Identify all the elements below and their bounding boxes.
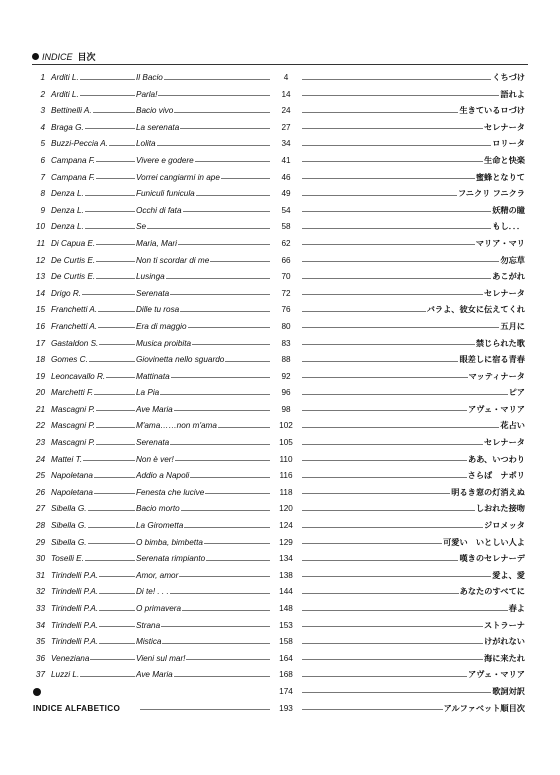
index-heading: [32, 50, 96, 63]
list-item: [0, 452, 560, 469]
entry-page: 46: [270, 170, 302, 187]
entry-number: 12: [35, 255, 45, 265]
leader-line: [295, 95, 525, 96]
entry-number: 28: [35, 521, 45, 531]
list-item: [0, 302, 560, 319]
entry-title: Di te! . . .: [135, 584, 170, 601]
entry-japanese-title: 蜜蜂となりて: [475, 170, 526, 187]
entry-title: La serenata: [135, 120, 180, 137]
entry-number: 32: [35, 587, 45, 597]
entry-page: 27: [270, 120, 302, 137]
list-item: [0, 219, 560, 236]
leader-line: [140, 709, 280, 710]
entry-japanese-title: マリア・マリ: [475, 236, 526, 253]
entry-title: Vorrei cangiarmi in ape: [135, 170, 221, 187]
entry-composer: Napoletana: [50, 468, 94, 485]
leader-line: [140, 228, 280, 229]
entry-composer: Franchetti A.: [50, 319, 98, 336]
entry-title: La Girometta: [135, 518, 184, 535]
list-item: [0, 87, 560, 104]
entry-page: 41: [270, 153, 302, 170]
entry-composer: Leoncavallo R.: [50, 369, 106, 386]
entry-japanese-title: 海に来たれ: [483, 651, 526, 668]
entry-japanese-title: 勿忘草: [499, 253, 526, 270]
entry-page: 83: [270, 336, 302, 353]
entry-japanese-title: くちづけ: [491, 70, 526, 87]
entry-page: 129: [270, 535, 302, 552]
entry-composer: Denza L.: [50, 186, 85, 203]
entry-japanese-title: バラよ、彼女に伝えてくれ: [426, 302, 526, 319]
entry-number: 25: [35, 471, 45, 481]
list-item: [0, 518, 560, 535]
entry-number: 26: [35, 487, 45, 497]
entry-composer: Denza L.: [50, 219, 85, 236]
leader-line: [140, 95, 280, 96]
entry-composer: Bettinelli A.: [50, 103, 93, 120]
entry-composer: Tirindelli P.A.: [50, 584, 99, 601]
heading-italian: INDICE: [42, 51, 73, 62]
entry-title: Serenata: [135, 435, 170, 452]
entry-japanese-title: 禁じられた歌: [475, 336, 526, 353]
entry-japanese-title: ピア: [508, 385, 526, 402]
alphabetical-index-label: INDICE ALFABETICO: [32, 701, 121, 718]
list-item: [0, 369, 560, 386]
entry-page: 120: [270, 501, 302, 518]
entry-composer: De Curtis E.: [50, 253, 96, 270]
entry-composer: Sibella G.: [50, 501, 88, 518]
entry-japanese-title: 春よ: [508, 601, 526, 618]
entry-composer: Campana F.: [50, 170, 96, 187]
entry-japanese-title: しおれた接吻: [475, 501, 526, 518]
entry-page: 148: [270, 601, 302, 618]
entry-page: 153: [270, 618, 302, 635]
list-item: [0, 319, 560, 336]
entry-page: 124: [270, 518, 302, 535]
entry-japanese-title: 五月に: [499, 319, 526, 336]
entry-title: Bacio morto: [135, 501, 181, 518]
list-item: [0, 269, 560, 286]
entry-page: 54: [270, 203, 302, 220]
entry-composer: Mascagni P.: [50, 435, 96, 452]
entry-japanese-title: あなたのすべてに: [459, 584, 526, 601]
entry-number: 24: [35, 454, 45, 464]
list-item: [0, 402, 560, 419]
list-item: [0, 186, 560, 203]
entry-japanese-title: 明るき窓の灯消えぬ: [450, 485, 526, 502]
entry-title: Ave Maria: [135, 667, 174, 684]
entry-composer: De Curtis E.: [50, 269, 96, 286]
entry-number: 20: [35, 388, 45, 398]
entry-number: 23: [35, 438, 45, 448]
entry-number: 3: [40, 106, 45, 116]
entry-page: 62: [270, 236, 302, 253]
translations-row: [0, 684, 560, 701]
entry-title: Ave Maria: [135, 402, 174, 419]
entry-title: Giovinetta nello sguardo: [135, 352, 225, 369]
list-item: [0, 120, 560, 137]
list-item: [0, 352, 560, 369]
entry-title: La Pia: [135, 385, 160, 402]
alphabetical-index-page: 193: [270, 701, 302, 718]
translations-label: 歌詞対訳: [491, 684, 526, 701]
list-item: [0, 651, 560, 668]
heading-japanese: 目次: [77, 52, 96, 62]
leader-line: [140, 394, 280, 395]
entry-title: Maria, Mari: [135, 236, 178, 253]
entry-composer: Buzzi-Peccia A.: [50, 136, 109, 153]
leader-line: [295, 327, 525, 328]
entry-title: Lusinga: [135, 269, 166, 286]
leader-line: [295, 427, 525, 428]
leader-line: [295, 261, 525, 262]
entry-page: 144: [270, 584, 302, 601]
entry-page: 66: [270, 253, 302, 270]
entry-number: 22: [35, 421, 45, 431]
entry-composer: Toselli E.: [50, 551, 85, 568]
entry-number: 6: [40, 155, 45, 165]
entry-title: Era di maggio: [135, 319, 188, 336]
entry-page: 4: [270, 70, 302, 87]
entry-japanese-title: 生きているロづけ: [458, 103, 526, 120]
entry-number: 19: [35, 371, 45, 381]
entry-page: 70: [270, 269, 302, 286]
entry-title: Occhi di fata: [135, 203, 183, 220]
entry-composer: Arditi L.: [50, 87, 80, 104]
list-item: [0, 551, 560, 568]
entry-composer: Napoletana: [50, 485, 94, 502]
entry-composer: Mascagni P.: [50, 418, 96, 435]
entry-japanese-title: ストラーナ: [483, 618, 526, 635]
entry-page: 92: [270, 369, 302, 386]
entry-title: Musica proibita: [135, 336, 192, 353]
entry-japanese-title: あこがれ: [491, 269, 526, 286]
entry-page: 14: [270, 87, 302, 104]
entry-number: 9: [40, 205, 45, 215]
entry-japanese-title: けがれない: [483, 634, 526, 651]
entry-japanese-title: ロリータ: [491, 136, 526, 153]
list-item: [0, 535, 560, 552]
entry-number: 27: [35, 504, 45, 514]
entry-page: 116: [270, 468, 302, 485]
entry-composer: Marchetti F.: [50, 385, 94, 402]
alphabetical-index-row: [0, 701, 560, 718]
entry-title: Non è ver!: [135, 452, 175, 469]
entry-japanese-title: セレナータ: [483, 435, 526, 452]
entry-page: 34: [270, 136, 302, 153]
entry-number: 11: [36, 238, 45, 248]
list-item: [0, 385, 560, 402]
entry-composer: Braga G.: [50, 120, 85, 137]
list-item: [0, 584, 560, 601]
entry-number: 15: [35, 305, 45, 315]
list-item: [0, 286, 560, 303]
entry-page: 49: [270, 186, 302, 203]
entry-title: Funiculi funicula: [135, 186, 196, 203]
entry-number: 5: [40, 139, 45, 149]
entry-page: 80: [270, 319, 302, 336]
list-item: [0, 468, 560, 485]
list-item: [0, 153, 560, 170]
list-item: [0, 203, 560, 220]
entry-number: 33: [35, 604, 45, 613]
entry-page: 118: [270, 485, 302, 502]
entry-composer: Tirindelli P.A.: [50, 568, 99, 585]
leader-line: [295, 610, 525, 611]
top-rule: [32, 64, 528, 65]
entry-number: 14: [35, 288, 45, 298]
entry-composer: Veneziana: [50, 651, 90, 668]
entry-title: Bacio vivo: [135, 103, 174, 120]
entry-title: Fenesta che lucive: [135, 485, 205, 502]
entry-number: 4: [40, 122, 45, 132]
list-item: [0, 634, 560, 651]
entry-page: 110: [270, 452, 302, 469]
list-item: [0, 103, 560, 120]
entry-composer: Mattei T.: [50, 452, 83, 469]
entry-title: Se: [135, 219, 147, 236]
entry-japanese-title: マッティナータ: [468, 369, 526, 386]
entry-number: 37: [35, 670, 45, 680]
entry-japanese-title: 嘆きのセレナーデ: [458, 551, 526, 568]
entry-composer: Tirindelli P.A.: [50, 601, 99, 618]
entry-title: Il Bacio: [135, 70, 164, 87]
entry-composer: Denza L.: [50, 203, 85, 220]
entry-japanese-title: 愛よ、愛: [491, 568, 526, 585]
entry-japanese-title: もし．．．: [491, 219, 526, 236]
entry-page: 96: [270, 385, 302, 402]
list-item: [0, 170, 560, 187]
list-item: [0, 253, 560, 270]
entry-title: O primavera: [135, 601, 182, 618]
entry-composer: Franchetti A.: [50, 302, 98, 319]
entry-title: M'ama……non m'ama: [135, 418, 218, 435]
entry-page: 76: [270, 302, 302, 319]
translations-page: 174: [270, 684, 302, 701]
entry-composer: Mascagni P.: [50, 402, 96, 419]
entry-page: 168: [270, 667, 302, 684]
entry-composer: Gastaldon S.: [50, 336, 99, 353]
entry-title: O bimba, bimbetta: [135, 535, 204, 552]
entry-page: 72: [270, 286, 302, 303]
entry-title: Vivere e godere: [135, 153, 195, 170]
entry-page: 158: [270, 634, 302, 651]
entry-title: Lolita: [135, 136, 157, 153]
entry-number: 16: [35, 321, 45, 331]
entry-japanese-title: 語れよ: [499, 87, 526, 104]
entry-page: 102: [270, 418, 302, 435]
entry-title: Vieni sul mar!: [135, 651, 186, 668]
entry-number: 35: [35, 637, 45, 647]
list-item: [0, 435, 560, 452]
entry-japanese-title: 花占い: [499, 418, 526, 435]
list-item: [0, 601, 560, 618]
list-item: [0, 418, 560, 435]
entry-japanese-title: 妖精の瞳: [491, 203, 526, 220]
alphabetical-index-japanese: アルファベット順目次: [443, 701, 526, 718]
bullet-icon: [33, 688, 41, 696]
entry-number: 36: [35, 653, 45, 663]
list-item: [0, 568, 560, 585]
entry-japanese-title: フニクリ フニクラ: [457, 186, 526, 203]
entry-page: 164: [270, 651, 302, 668]
entry-japanese-title: ああ、いつわり: [467, 452, 526, 469]
list-item: [0, 667, 560, 684]
entry-japanese-title: 可愛い いとしい人よ: [442, 535, 526, 552]
entry-title: Dille tu rosa: [135, 302, 180, 319]
list-item: [0, 618, 560, 635]
entry-composer: Tirindelli P.A.: [50, 618, 99, 635]
entry-page: 88: [270, 352, 302, 369]
leader-line: [140, 145, 280, 146]
entry-number: 13: [35, 272, 45, 282]
leader-line: [295, 394, 525, 395]
entry-composer: Campana F.: [50, 153, 96, 170]
entry-composer: Sibella G.: [50, 535, 88, 552]
entry-japanese-title: セレナータ: [483, 286, 526, 303]
list-item: [0, 236, 560, 253]
list-item: [0, 501, 560, 518]
entry-number: 2: [40, 89, 45, 99]
entry-page: 98: [270, 402, 302, 419]
entry-composer: Gomes C.: [50, 352, 89, 369]
entry-page: 58: [270, 219, 302, 236]
entry-japanese-title: 眼差しに宿る青春: [458, 352, 526, 369]
entry-composer: Tirindelli P.A.: [50, 634, 99, 651]
entry-number: 31: [35, 570, 45, 580]
entry-page: 134: [270, 551, 302, 568]
index-list: [0, 70, 560, 717]
entry-japanese-title: アヴェ・マリア: [467, 667, 526, 684]
entry-title: Addio a Napoli: [135, 468, 190, 485]
entry-number: 34: [35, 620, 45, 630]
entry-composer: Di Capua E.: [50, 236, 96, 253]
entry-number: 8: [40, 189, 45, 199]
entry-title: Mattinata: [135, 369, 171, 386]
entry-title: Strana: [135, 618, 161, 635]
entry-japanese-title: アヴェ・マリア: [467, 402, 526, 419]
entry-japanese-title: セレナータ: [483, 120, 526, 137]
entry-composer: Luzzi L.: [50, 667, 80, 684]
entry-number: 29: [35, 537, 45, 547]
entry-number: 18: [35, 355, 45, 365]
entry-number: 30: [35, 554, 45, 564]
entry-number: 7: [40, 172, 45, 182]
entry-title: Parla!: [135, 87, 158, 104]
entry-title: Serenata rimpianto: [135, 551, 206, 568]
entry-page: 138: [270, 568, 302, 585]
entry-number: 1: [40, 73, 45, 82]
entry-title: Serenata: [135, 286, 170, 303]
entry-japanese-title: 生命と快楽: [483, 153, 526, 170]
entry-page: 24: [270, 103, 302, 120]
list-item: [0, 70, 560, 87]
entry-composer: Arditi L.: [50, 70, 80, 87]
entry-composer: Drigo R.: [50, 286, 82, 303]
entry-japanese-title: さらば ナポリ: [467, 468, 526, 485]
entry-title: Mistica: [135, 634, 162, 651]
entry-composer: Sibella G.: [50, 518, 88, 535]
entry-number: 17: [35, 338, 45, 348]
entry-title: Amor, amor: [135, 568, 179, 585]
entry-number: 21: [35, 404, 45, 414]
entry-number: 10: [35, 222, 45, 232]
list-item: [0, 485, 560, 502]
entry-page: 105: [270, 435, 302, 452]
list-item: [0, 336, 560, 353]
list-item: [0, 136, 560, 153]
entry-title: Non ti scordar di me: [135, 253, 210, 270]
bullet-icon: [32, 53, 39, 60]
entry-japanese-title: ジロメッタ: [483, 518, 526, 535]
